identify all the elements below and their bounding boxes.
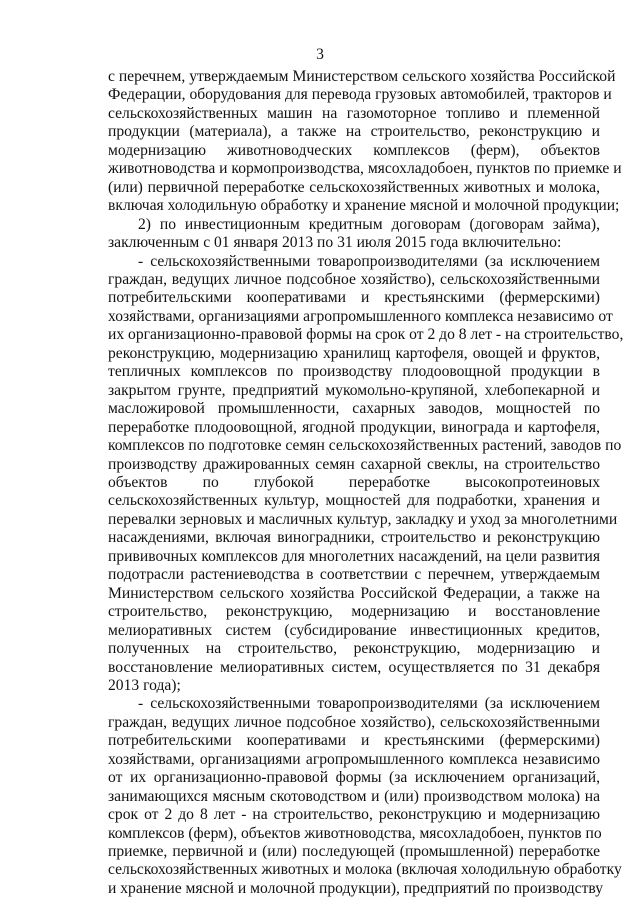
text-line: потребительскими кооперативами и крестьянскими (фермерскими): [108, 732, 600, 750]
text-line: масложировой промышленности, сахарных заводов, мощностей по: [108, 400, 600, 418]
document-body: [108, 68, 624, 898]
text-line: перевалки зерновых и масличных культур, закладку и уход за многолетними: [108, 510, 618, 528]
text-line: строительство, реконструкцию, модернизацию и восстановление: [108, 603, 600, 621]
text-line: потребительскими кооперативами и крестьянскими (фермерскими): [108, 289, 600, 307]
text-line: прививочных комплексов для многолетних насаждений, на цели развития: [108, 547, 600, 565]
text-line: модернизацию животноводческих комплексов (ферм), объектов: [108, 141, 600, 159]
text-line: комплексов (ферм), объектов животноводства, мясохладобоен, пунктов по: [108, 824, 602, 842]
text-line: - сельскохозяйственными товаропроизводителями (за исключением: [138, 695, 600, 713]
paragraph: [108, 695, 622, 898]
text-line: (или) первичной переработке сельскохозяйственных животных и молока,: [108, 178, 600, 196]
paragraph: [108, 252, 624, 696]
text-line: включая холодильную обработку и хранение мясной и молочной продукции;: [108, 197, 620, 215]
text-line: мелиоративных систем (субсидирование инвестиционных кредитов,: [108, 621, 600, 639]
text-line: их организационно-правовой формы на срок от 2 до 8 лет - на строительство,: [108, 326, 624, 344]
paragraph: [108, 216, 600, 253]
text-line: Министерством сельского хозяйства Российской Федерации, а также на: [108, 584, 600, 602]
text-line: насаждениями, включая виноградники, строительство и реконструкцию: [108, 529, 600, 547]
text-line: приемке, первичной и (или) последующей (промышленной) переработке: [108, 843, 600, 861]
text-line: 2) по инвестиционным кредитным договорам (договорам займа),: [138, 215, 600, 233]
text-line: хозяйствами, организациями агропромышленного комплекса независимо: [108, 750, 600, 768]
text-line: - сельскохозяйственными товаропроизводителями (за исключением: [138, 252, 600, 270]
text-line: полученных на строительство, реконструкцию, модернизацию и: [108, 640, 600, 658]
text-line: переработке плодоовощной, ягодной продукции, винограда и картофеля,: [108, 418, 600, 436]
text-line: занимающихся мясным скотоводством и (или) производством молока) на: [108, 787, 600, 805]
text-line: с перечнем, утверждаемым Министерством сельского хозяйства Российской: [108, 68, 616, 85]
text-line: и хранение мясной и молочной продукции), предприятий по производству: [108, 879, 604, 897]
page-number: 3: [316, 46, 324, 63]
text-line: восстановление мелиоративных систем, осуществляется по 31 декабря: [108, 658, 600, 676]
text-line: от их организационно-правовой формы (за исключением организаций,: [108, 769, 600, 787]
text-line: граждан, ведущих личное подсобное хозяйство), сельскохозяйственными: [108, 270, 600, 288]
text-line: граждан, ведущих личное подсобное хозяйство), сельскохозяйственными: [108, 713, 600, 731]
text-line: комплексов по подготовке семян сельскохозяйственных растений, заводов по: [108, 437, 622, 455]
text-line: тепличных комплексов по производству плодоовощной продукции в: [108, 363, 600, 381]
text-line: закрытом грунте, предприятий мукомольно-крупяной, хлебопекарной и: [108, 381, 600, 399]
text-line: продукции (материала), а также на строительство, реконструкцию и: [108, 123, 600, 141]
text-line: хозяйствами, организациями агропромышленного комплекса независимо от: [108, 307, 613, 325]
text-line: подотрасли растениеводства в соответствии с перечнем, утверждаемым: [108, 566, 600, 584]
text-line: 2013 года);: [108, 676, 181, 694]
text-line: Федерации, оборудования для перевода грузовых автомобилей, тракторов и: [108, 86, 612, 104]
text-line: производству дражированных семян сахарной свеклы, на строительство: [108, 455, 600, 473]
text-line: срок от 2 до 8 лет - на строительство, реконструкцию и модернизацию: [108, 806, 600, 824]
text-line: сельскохозяйственных культур, мощностей для подработки, хранения и: [108, 492, 600, 510]
paragraph: [108, 68, 622, 216]
text-line: заключенным с 01 января 2013 по 31 июля 2015 года включительно:: [108, 234, 562, 252]
text-line: реконструкцию, модернизацию хранилищ картофеля, овощей и фруктов,: [108, 344, 600, 362]
text-line: сельскохозяйственных животных и молока (включая холодильную обработку: [108, 861, 622, 879]
text-line: животноводства и кормопроизводства, мясохладобоен, пунктов по приемке и: [108, 160, 622, 178]
text-line: объектов по глубокой переработке высокопротеиновых: [108, 473, 600, 491]
text-line: сельскохозяйственных машин на газомоторное топливо и племенной: [108, 104, 600, 122]
